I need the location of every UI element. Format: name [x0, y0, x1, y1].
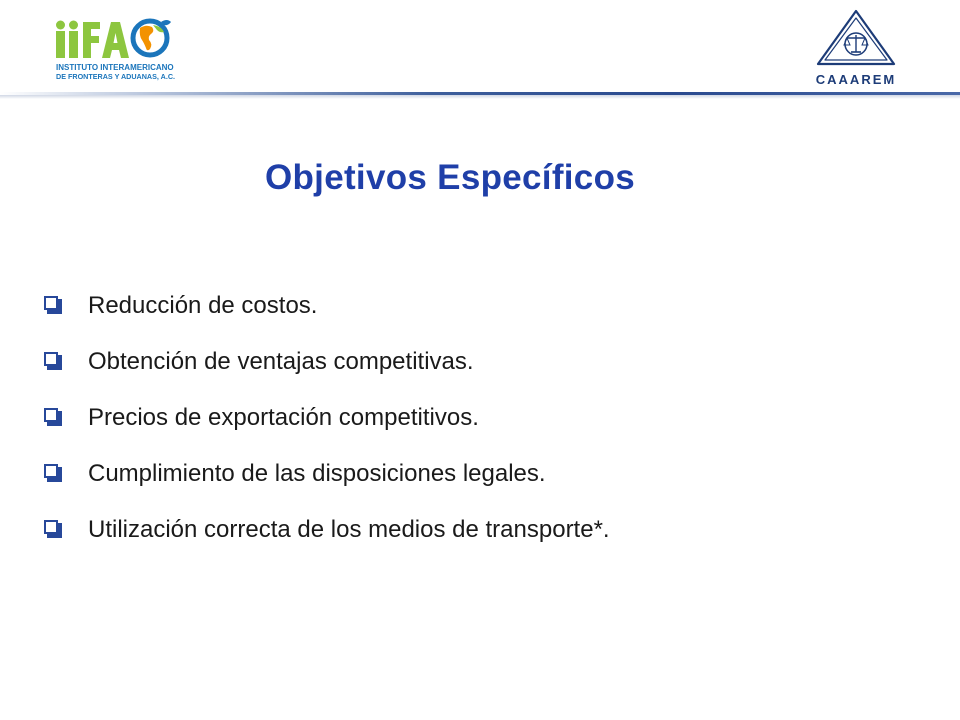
bullet-list — [44, 278, 610, 558]
square-bullet-icon — [44, 296, 64, 316]
caaarem-logo — [800, 8, 912, 92]
iifa-logo — [54, 14, 184, 84]
bullet-text: Reducción de costos. — [88, 292, 318, 319]
scales-of-justice-icon — [818, 11, 894, 64]
bullet-text: Utilización correcta de los medios de transporte*. — [88, 516, 610, 543]
bullet-text: Precios de exportación competitivos. — [88, 404, 479, 431]
list-item — [44, 390, 610, 446]
square-bullet-icon — [44, 520, 64, 540]
square-bullet-icon — [44, 464, 64, 484]
bullet-text: Cumplimiento de las disposiciones legales. — [88, 460, 546, 487]
globe-icon — [133, 20, 171, 55]
list-item — [44, 446, 610, 502]
caaarem-wordmark: CAAAREM — [815, 72, 897, 87]
logo-letter-i-2 — [69, 31, 78, 58]
header — [0, 0, 960, 100]
logo-subtitle-line1: INSTITUTO INTERAMERICANO — [56, 63, 174, 72]
list-item — [44, 334, 610, 390]
bullet-text: Obtención de ventajas competitivas. — [88, 348, 474, 375]
list-item — [44, 502, 610, 558]
logo-letter-f — [83, 22, 100, 58]
slide-title: Objetivos Específicos — [264, 158, 636, 197]
square-bullet-icon — [44, 408, 64, 428]
logo-subtitle-line2: DE FRONTERAS Y ADUANAS, A.C. — [56, 72, 176, 81]
logo-letter-a — [102, 22, 129, 58]
list-item — [44, 278, 610, 334]
logo-letter-i-1 — [56, 31, 65, 58]
header-divider-shadow — [0, 95, 960, 99]
square-bullet-icon — [44, 352, 64, 372]
